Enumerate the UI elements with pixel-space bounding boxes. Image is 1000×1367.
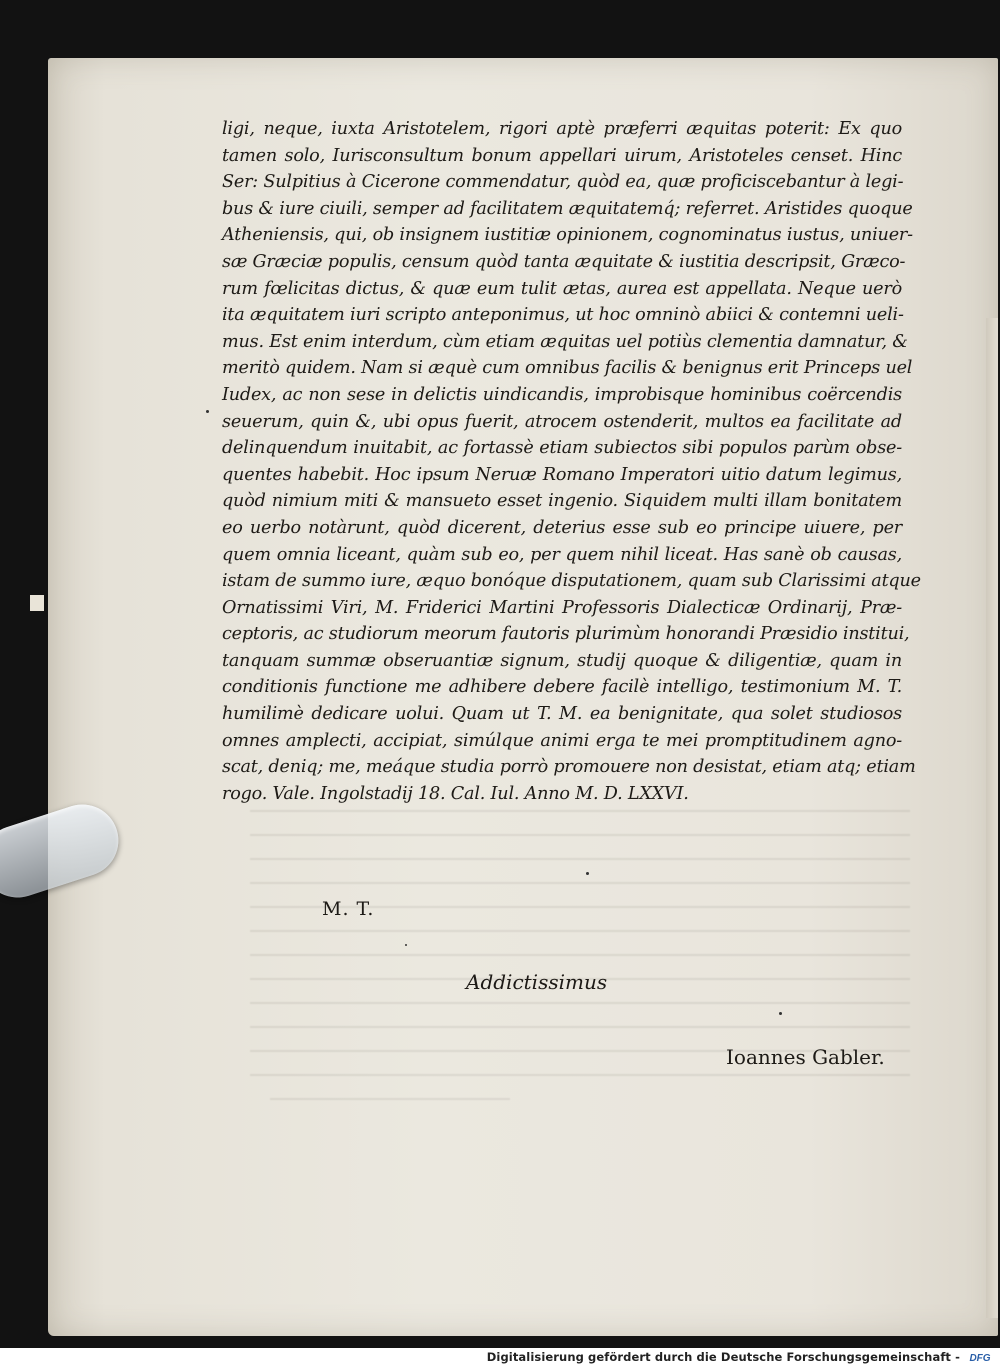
funding-credit: Digitalisierung gefördert durch die Deutsche Forschungsgemeinschaft - — [486, 1350, 960, 1364]
text-line: eo uerbo notàrunt, quòd dicerent, deterius esse sub eo principe uiuere, per — [222, 517, 902, 538]
dfg-logo-icon — [966, 1350, 994, 1364]
closing-word: Addictissimus — [466, 970, 608, 994]
signature-name: Ioannes Gabler. — [726, 1045, 885, 1069]
footer-bar — [0, 1348, 1000, 1367]
dedication-text — [222, 116, 921, 807]
paper-tab — [30, 595, 44, 611]
svg-text:DFG: DFG — [969, 1353, 991, 1364]
text-line: ligi, neque, iuxta Aristotelem, rigori aptè præferri æquitas poterit: Ex quo — [222, 119, 902, 139]
text-line: seuerum, quin &, ubi opus fuerit, atrocem ostenderit, multos ea facilitate ad — [222, 411, 902, 432]
text-line: Ser: Sulpitius à Cicerone commendatur, quòd ea, quæ proficiscebantur à legi- — [222, 172, 904, 193]
ink-speck — [586, 872, 589, 875]
text-line: tamen solo, Iurisconsultum bonum appellari uirum, Aristoteles censet. Hinc — [222, 145, 902, 166]
ink-speck — [206, 410, 209, 413]
text-line: conditionis functione me adhibere debere facilè intelligo, testimonium M. T. — [222, 677, 902, 698]
text-line: rogo. Vale. Ingolstadij 18. Cal. Iul. Anno M. D. LXXVI. — [222, 783, 689, 804]
text-line: tanquam summæ obseruantiæ signum, studij quoque & diligentiæ, quam in — [222, 650, 902, 671]
text-line: istam de summo iure, æquo bonóque disputationem, quam sub Clarissimi atque — [222, 571, 921, 592]
text-line: omnes amplecti, accipiat, simúlque animi erga te mei promptitudinem agno- — [222, 730, 902, 751]
text-line: ita æquitatem iuri scripto anteponimus, ut hoc omninò abiici & contemni ueli- — [222, 305, 904, 326]
text-line: Iudex, ac non sese in delictis uindicandis, improbisque hominibus coërcendis — [222, 384, 902, 405]
text-line: sæ Græciæ populis, censum quòd tanta æquitate & iustitia descripsit, Græco- — [222, 251, 906, 272]
text-line: Ornatissimi Viri, M. Friderici Martini Professoris Dialecticæ Ordinarij, Præ- — [222, 597, 902, 618]
salutation: M. T. — [322, 898, 375, 920]
text-line: delinquendum inuitabit, ac fortassè etiam subiectos sibi populos parùm obse- — [222, 438, 902, 459]
text-line: scat, deniq; me, meáque studia porrò promouere non desistat, etiam atq; etiam — [222, 757, 916, 778]
text-line: Atheniensis, qui, ob insignem iustitiæ opinionem, cognominatus iustus, uniuer- — [222, 225, 913, 246]
text-line: humilimè dedicare uolui. Quam ut T. M. ea benignitate, qua solet studiosos — [222, 704, 902, 725]
text-line: quem omnia liceant, quàm sub eo, per quem nihil liceat. Has sanè ob causas, — [222, 544, 902, 565]
text-line: bus & iure ciuili, semper ad facilitatem æquitatemq́; referret. Aristides quoque — [222, 198, 913, 219]
text-line: rum fœlicitas dictus, & quæ eum tulit ætas, aurea est appellata. Neque uerò — [222, 278, 902, 299]
text-line: meritò quidem. Nam si æquè cum omnibus facilis & benignus erit Princeps uel — [222, 358, 913, 379]
ink-speck — [405, 944, 407, 946]
text-line: ceptoris, ac studiorum meorum fautoris plurimùm honorandi Præsidio institui, — [222, 624, 910, 645]
text-line: quòd nimium miti & mansueto esset ingenio. Siquidem multi illam bonitatem — [222, 491, 902, 512]
text-line: mus. Est enim interdum, cùm etiam æquitas uel potiùs clementia damnatur, & — [222, 331, 908, 352]
ink-speck — [779, 1012, 782, 1015]
text-line: quentes habebit. Hoc ipsum Neruæ Romano Imperatori uitio datum legimus, — [222, 464, 902, 485]
page-edge — [986, 318, 998, 1318]
